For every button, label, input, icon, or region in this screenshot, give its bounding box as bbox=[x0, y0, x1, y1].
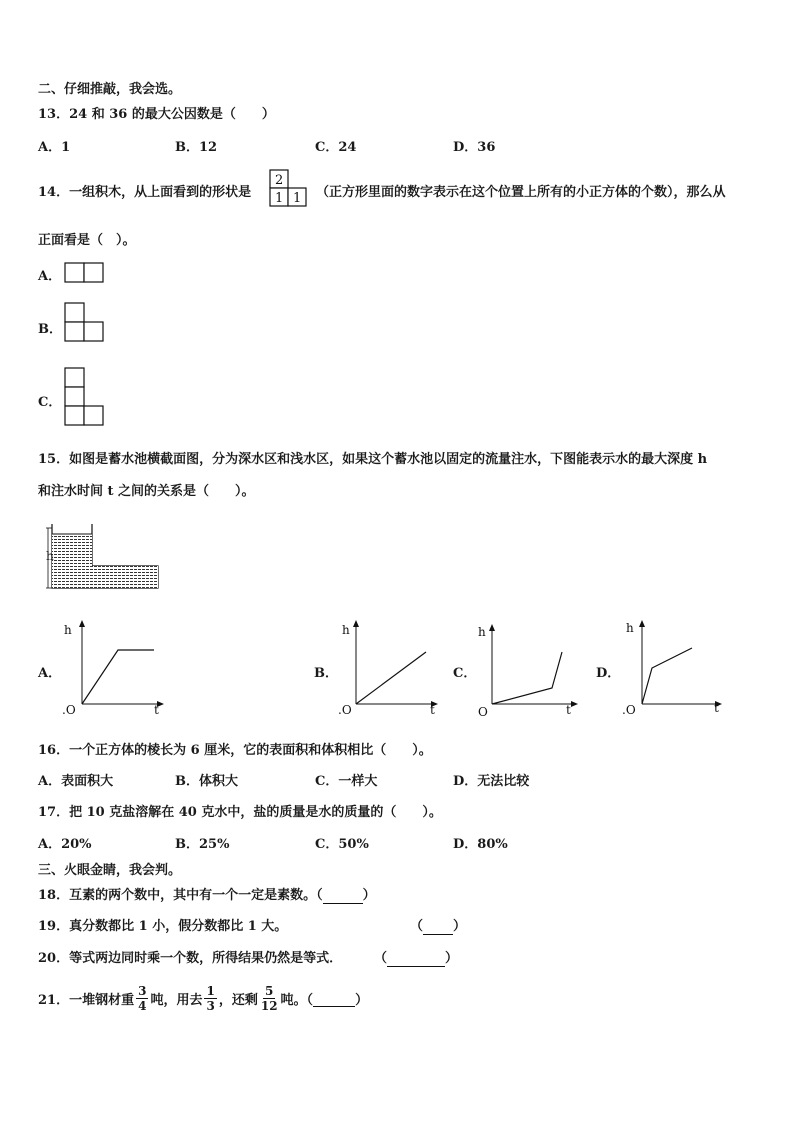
question-14-line2: 正面看是（ ）。 bbox=[38, 233, 136, 248]
q20-answer: （ ） bbox=[374, 951, 459, 966]
q13-option-d[interactable]: D．36 bbox=[453, 140, 496, 155]
origin-label: .O bbox=[338, 703, 352, 717]
q16-option-d[interactable]: D．无法比较 bbox=[453, 774, 530, 789]
question-21: 21．一堆钢材重 $\frac{3}{4}$ 吨，用去 $\frac{1}{3}$ ，还剩 $\frac{5}{12}$ 吨。（ ） bbox=[38, 984, 369, 1013]
origin-label: O bbox=[478, 705, 488, 719]
q15-option-d[interactable]: D． bbox=[596, 666, 621, 681]
q15-graph-c bbox=[474, 618, 584, 719]
axis-h-label: h bbox=[626, 621, 634, 635]
question-19: 19．真分数都比 1 小，假分数都比 1 大。 bbox=[38, 919, 288, 934]
q14-option-a-figure bbox=[64, 262, 106, 284]
q15-option-c[interactable]: C． bbox=[453, 666, 477, 681]
question-15: 15．如图是蓄水池横截面图，分为深水区和浅水区，如果这个蓄水池以固定的流量注水，下图能表示水的最大深度 h bbox=[38, 452, 708, 467]
axis-t-label: t bbox=[714, 701, 719, 715]
q16-option-a[interactable]: A．表面积大 bbox=[38, 774, 114, 789]
q17-option-c[interactable]: C．50% bbox=[315, 837, 369, 852]
q17-option-d[interactable]: D．80% bbox=[453, 837, 508, 852]
q15-graph-d bbox=[618, 618, 730, 716]
q14-option-c[interactable]: C． bbox=[38, 395, 62, 410]
q17-option-b[interactable]: B．25% bbox=[175, 837, 230, 852]
q13-option-a[interactable]: A．1 bbox=[38, 140, 71, 155]
q14-option-c-figure bbox=[64, 367, 106, 429]
top-view-number: 2 bbox=[275, 173, 284, 188]
question-14-cont: （正方形里面的数字表示在这个位置上所有的小正方体的个数），那么从 bbox=[316, 185, 726, 200]
diagram-h-label: h bbox=[46, 549, 54, 563]
q18-close: ） bbox=[362, 888, 376, 903]
q16-option-b[interactable]: B．体积大 bbox=[175, 774, 238, 789]
question-15-line2: 和注水时间 t 之间的关系是（ ）。 bbox=[38, 484, 255, 499]
q18-answer-blank[interactable] bbox=[323, 888, 363, 904]
q13-option-b[interactable]: B．12 bbox=[175, 140, 218, 155]
question-18 bbox=[38, 884, 376, 904]
fraction-5-12: $\frac{5}{12}$ bbox=[260, 984, 278, 1013]
top-view-number: 1 bbox=[275, 191, 284, 206]
question-13: 13．24 和 36 的最大公因数是（ ） bbox=[38, 107, 275, 122]
top-view-number: 1 bbox=[293, 191, 302, 206]
q14-option-b-figure bbox=[64, 302, 106, 344]
axis-h-label: h bbox=[342, 623, 350, 637]
q15-graph-b bbox=[334, 618, 444, 716]
q16-option-c[interactable]: C．一样大 bbox=[315, 774, 378, 789]
section-2-title: 二、仔细推敲，我会选。 bbox=[38, 82, 182, 97]
question-20: 20．等式两边同时乘一个数，所得结果仍然是等式． bbox=[38, 951, 343, 966]
axis-t-label: t bbox=[566, 703, 571, 717]
q14-option-b[interactable]: B． bbox=[38, 322, 62, 337]
q19-answer-blank[interactable] bbox=[423, 919, 453, 935]
section-3-title: 三、火眼金睛，我会判。 bbox=[38, 863, 182, 878]
fraction-3-4: $\frac{3}{4}$ bbox=[138, 984, 147, 1013]
q15-graph-a bbox=[60, 618, 170, 716]
question-16: 16．一个正方体的棱长为 6 厘米，它的表面积和体积相比（ ）。 bbox=[38, 743, 432, 758]
q18-text: 18．互素的两个数中，其中有一个一定是素数。（ bbox=[38, 888, 323, 903]
fraction-1-3: $\frac{1}{3}$ bbox=[206, 984, 215, 1013]
question-14: 14．一组积木，从上面看到的形状是 bbox=[38, 185, 252, 200]
q13-option-c[interactable]: C．24 bbox=[315, 140, 357, 155]
origin-label: .O bbox=[622, 703, 636, 717]
reservoir-cross-section bbox=[42, 520, 162, 592]
axis-t-label: t bbox=[430, 703, 435, 717]
q21-answer-blank[interactable] bbox=[313, 991, 355, 1007]
q17-option-a[interactable]: A．20% bbox=[38, 837, 92, 852]
q15-option-b[interactable]: B． bbox=[314, 666, 338, 681]
top-view-figure bbox=[268, 168, 310, 208]
question-17: 17．把 10 克盐溶解在 40 克水中，盐的质量是水的质量的（ ）。 bbox=[38, 805, 442, 820]
q20-answer-blank[interactable] bbox=[387, 951, 445, 967]
axis-h-label: h bbox=[478, 625, 486, 639]
q15-option-a[interactable]: A． bbox=[38, 666, 62, 681]
q14-option-a[interactable]: A． bbox=[38, 269, 62, 284]
origin-label: .O bbox=[62, 703, 76, 717]
axis-h-label: h bbox=[64, 623, 72, 637]
axis-t-label: t bbox=[154, 703, 159, 717]
q19-answer: （ ） bbox=[410, 919, 467, 934]
